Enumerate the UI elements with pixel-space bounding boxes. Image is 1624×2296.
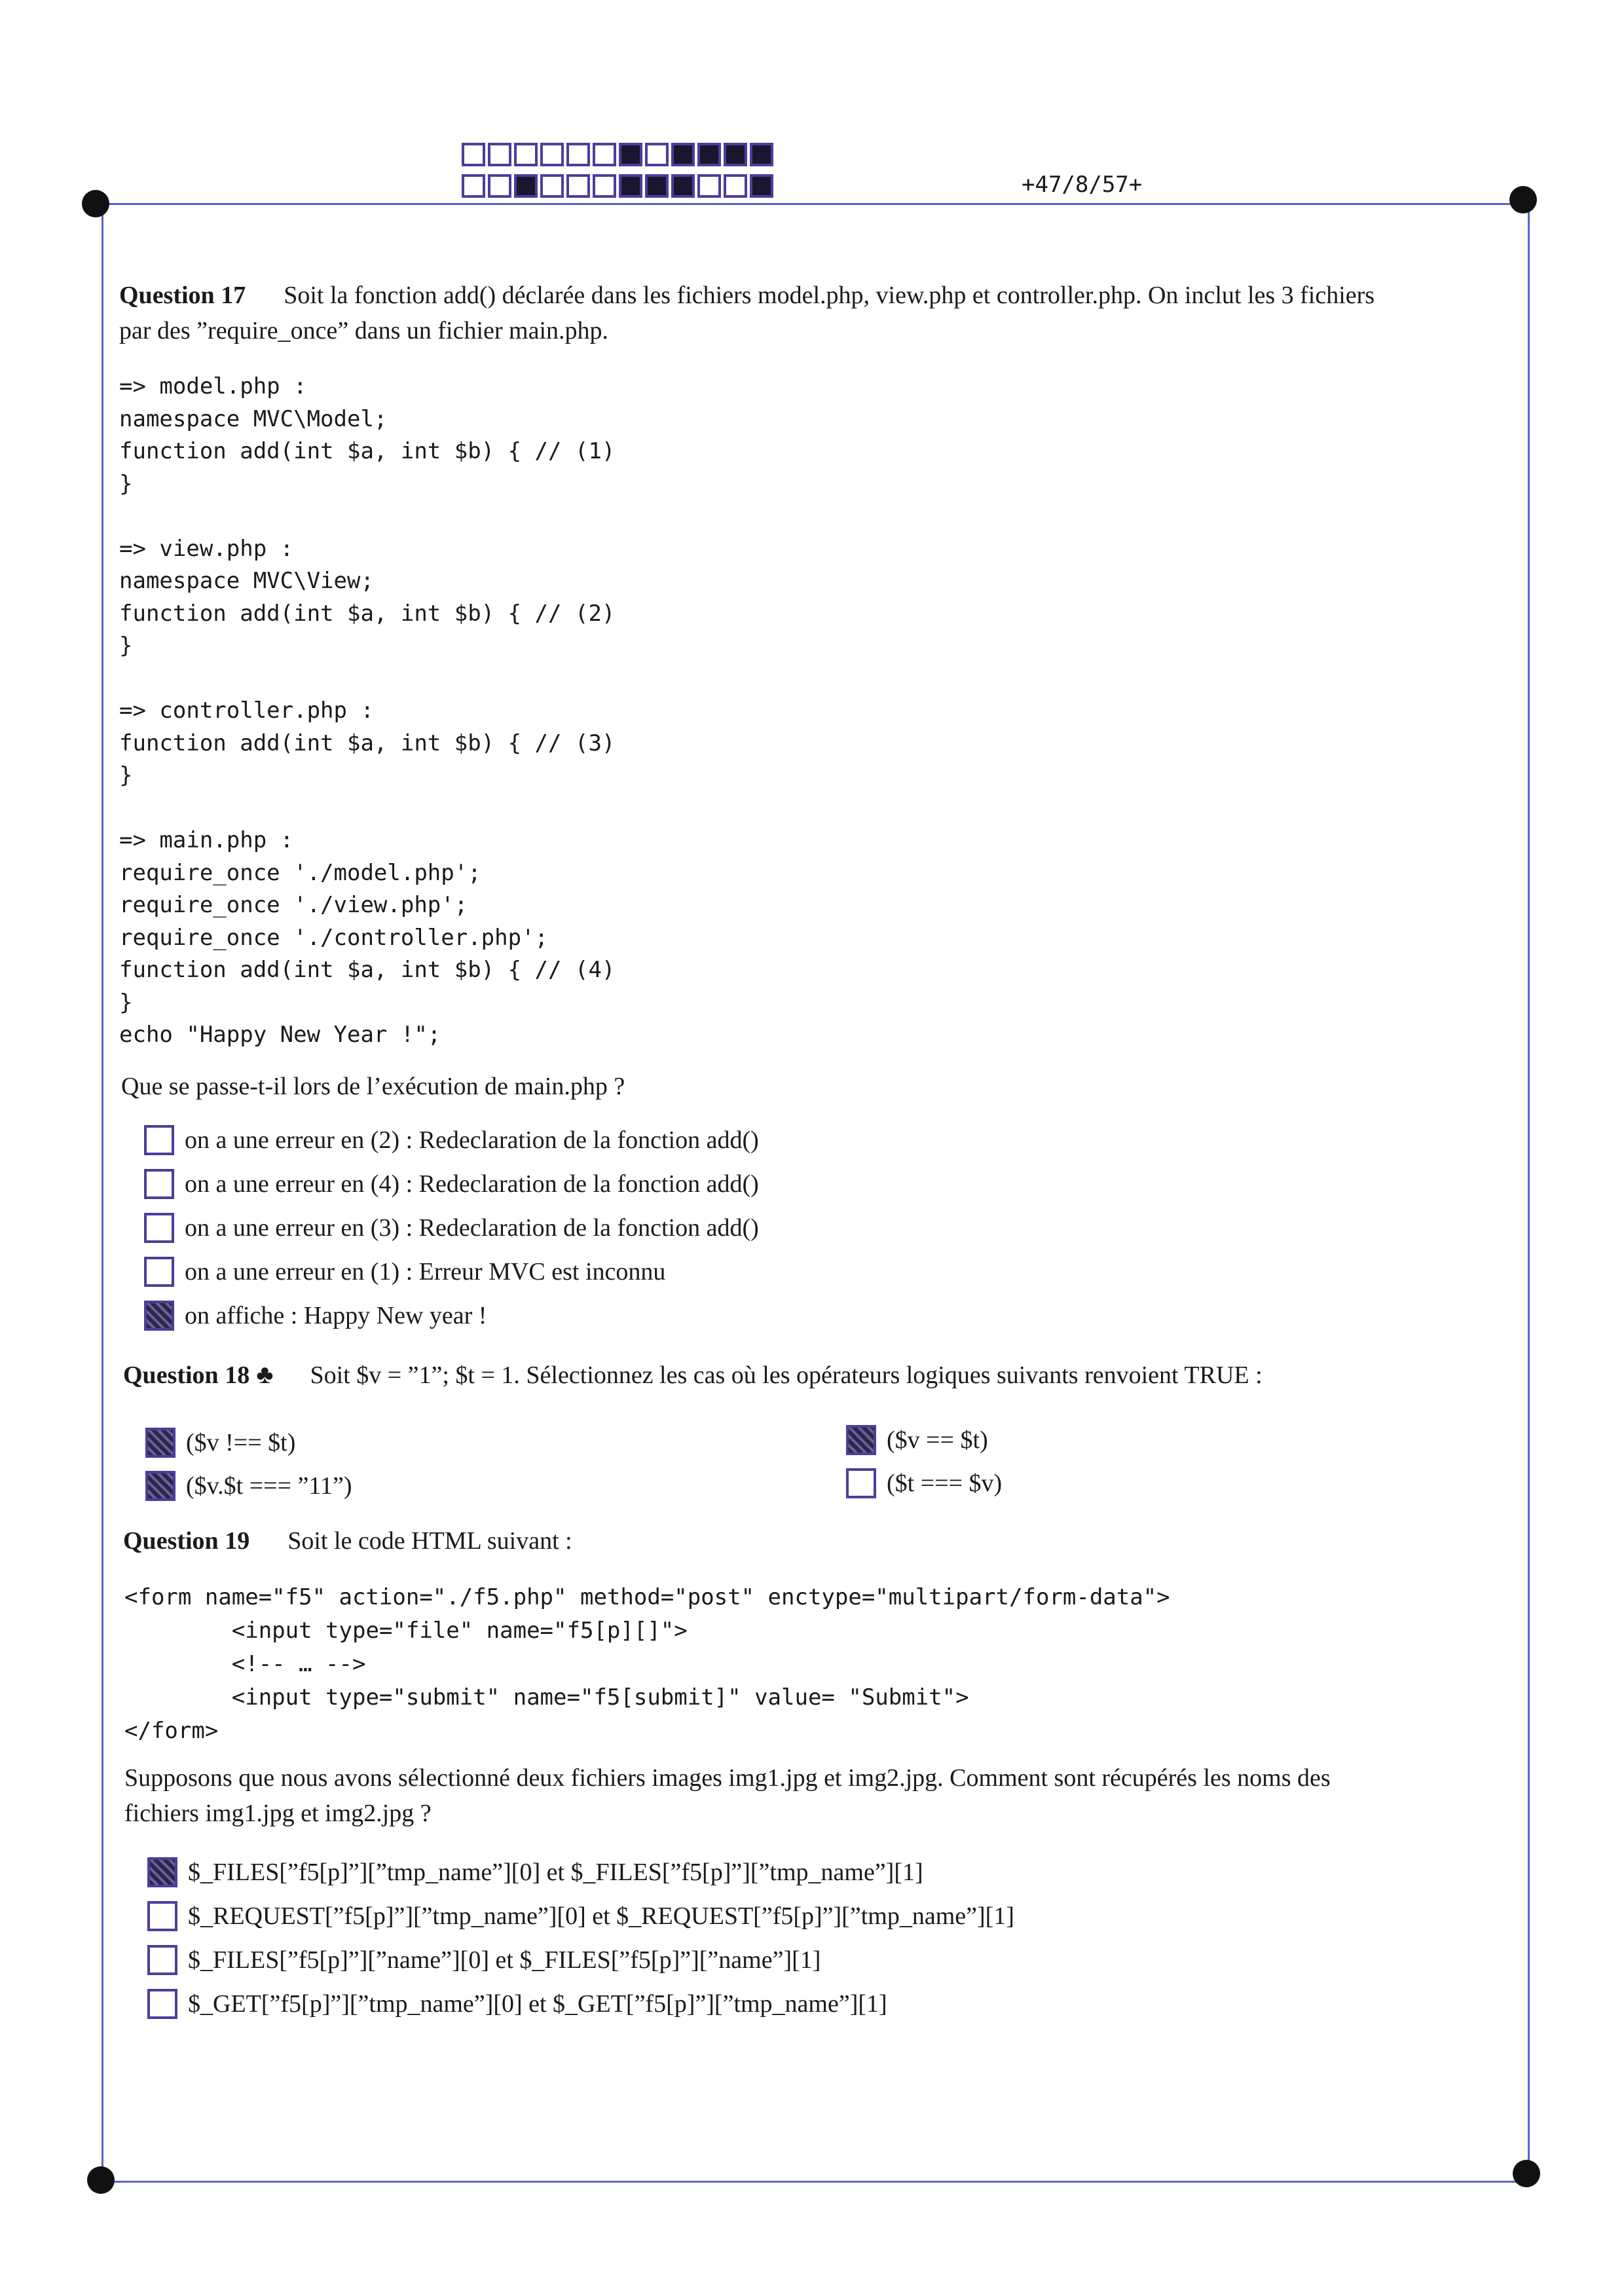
q19-prompt-line2: fichiers img1.jpg et img2.jpg ?	[124, 1800, 432, 1827]
barcode-cell	[462, 174, 485, 198]
q19-prompt	[124, 1760, 1526, 1831]
barcode-cell	[645, 174, 669, 198]
barcode-cell	[540, 143, 564, 166]
q18-checkbox[interactable]	[145, 1428, 175, 1458]
q17-option-label: on a une erreur en (1) : Erreur MVC est inconnu	[185, 1258, 666, 1286]
q17-checkbox[interactable]	[144, 1169, 174, 1199]
q18-option[interactable]	[846, 1468, 1002, 1498]
barcode-cell	[488, 143, 511, 166]
q18-checkbox[interactable]	[846, 1468, 876, 1498]
q17-text-line2: par des ”require_once” dans un fichier main.php.	[119, 317, 609, 344]
barcode-cell	[645, 143, 669, 166]
q17-option[interactable]	[144, 1213, 759, 1243]
barcode-cell	[619, 174, 642, 198]
barcode-cell	[514, 174, 538, 198]
q18-option[interactable]	[145, 1428, 295, 1458]
q19-prompt-line1: Supposons que nous avons sélectionné deux fichiers images img1.jpg et img2.jpg. Comment sont récupérés les noms des	[124, 1764, 1331, 1792]
q19-text: Soit le code HTML suivant :	[287, 1527, 572, 1555]
frame-right-line	[1528, 203, 1530, 2174]
q18-text: Soit $v = ”1”; $t = 1. Sélectionnez les cas où les opérateurs logiques suivants renvoient TRUE :	[310, 1361, 1263, 1389]
q19-option[interactable]	[147, 1945, 821, 1975]
barcode-cell	[724, 143, 747, 166]
q19-checkbox[interactable]	[147, 1857, 177, 1887]
q17-checkbox[interactable]	[144, 1301, 174, 1331]
q17-option-label: on affiche : Happy New year !	[185, 1302, 487, 1329]
page-identifier: +47/8/57+	[1022, 172, 1143, 198]
q19-code-block: <form name="f5" action="./f5.php" method="post" enctype="multipart/form-data"> <input type="file" name="f5[p][]"> <!-- … --> <input type="submit" name="f5[submit]" value= "Submit"> </form>	[124, 1584, 1170, 1744]
q17-label: Question 17	[119, 282, 246, 309]
barcode-cell	[750, 174, 773, 198]
barcode-cell	[593, 174, 616, 198]
q17-code-block: => model.php : namespace MVC\Model; function add(int $a, int $b) { // (1) } => view.php : namespace MVC\View; function add(int $a, int $b) { // (2) } => controller.php : function add(int $a, int $b) { // (3) } => main.php : require_once './model.php'; require_once './view.php'; require_once './controller.php'; function add(int $a, int $b) { // (4) } echo "Happy New Year !";	[119, 373, 616, 1048]
q19-statement	[123, 1523, 1524, 1559]
q19-checkbox[interactable]	[147, 1989, 177, 2019]
q18-option[interactable]	[846, 1425, 988, 1455]
q18-option-label: ($v !== $t)	[186, 1429, 296, 1456]
q19-option-label: $_REQUEST[”f5[p]”][”tmp_name”][0] et $_REQUEST[”f5[p]”][”tmp_name”][1]	[188, 1902, 1014, 1930]
barcode-row-1	[462, 143, 773, 166]
q17-option[interactable]	[144, 1257, 665, 1287]
q19-checkbox[interactable]	[147, 1945, 177, 1975]
barcode-row-2	[462, 174, 773, 198]
frame-left-line	[101, 203, 103, 2184]
q19-option-label: $_FILES[”f5[p]”][”name”][0] et $_FILES[”f5[p]”][”name”][1]	[188, 1946, 821, 1974]
q18-option-label: ($t === $v)	[887, 1470, 1003, 1497]
barcode-cell	[697, 143, 721, 166]
q18-option[interactable]	[145, 1471, 352, 1501]
q19-label: Question 19	[123, 1527, 250, 1555]
q19-checkbox[interactable]	[147, 1901, 177, 1931]
frame-bottom-line	[101, 2181, 1530, 2183]
q17-option[interactable]	[144, 1125, 759, 1155]
q17-checkbox[interactable]	[144, 1213, 174, 1243]
q18-label: Question 18	[123, 1361, 250, 1389]
barcode-cell	[724, 174, 747, 198]
q17-text-line1: Soit la fonction add() déclarée dans les fichiers model.php, view.php et controller.php. On inclut les 3 fichiers	[284, 282, 1375, 309]
q19-option[interactable]	[147, 1989, 887, 2019]
barcode-cell	[750, 143, 773, 166]
club-icon: ♣	[256, 1360, 274, 1389]
barcode-cell	[671, 174, 695, 198]
barcode-cell	[462, 143, 485, 166]
barcode-cell	[566, 174, 590, 198]
q17-option-label: on a une erreur en (3) : Redeclaration de la fonction add()	[185, 1214, 759, 1242]
q18-statement	[123, 1357, 1524, 1393]
q17-option[interactable]	[144, 1169, 759, 1199]
barcode-cell	[514, 143, 538, 166]
barcode-cell	[540, 174, 564, 198]
q18-checkbox[interactable]	[145, 1471, 175, 1501]
barcode-cell	[619, 143, 642, 166]
corner-mark-top-left	[82, 190, 109, 217]
corner-mark-bottom-right	[1513, 2160, 1540, 2187]
q17-statement	[119, 278, 1521, 348]
q17-checkbox[interactable]	[144, 1125, 174, 1155]
corner-mark-bottom-left	[87, 2166, 115, 2194]
q18-checkbox[interactable]	[846, 1425, 876, 1455]
barcode-cell	[593, 143, 616, 166]
frame-top-line	[96, 203, 1524, 205]
q19-option-label: $_GET[”f5[p]”][”tmp_name”][0] et $_GET[”f5[p]”][”tmp_name”][1]	[188, 1990, 887, 2018]
q19-option[interactable]	[147, 1857, 923, 1887]
corner-mark-top-right	[1509, 186, 1537, 213]
barcode-cell	[671, 143, 695, 166]
barcode-cell	[566, 143, 590, 166]
q17-option-label: on a une erreur en (4) : Redeclaration de la fonction add()	[185, 1170, 759, 1198]
q19-option-label: $_FILES[”f5[p]”][”tmp_name”][0] et $_FILES[”f5[p]”][”tmp_name”][1]	[188, 1859, 923, 1886]
q18-option-label: ($v == $t)	[887, 1426, 988, 1454]
q17-checkbox[interactable]	[144, 1257, 174, 1287]
q17-prompt: Que se passe-t-il lors de l’exécution de main.php ?	[121, 1073, 625, 1100]
q17-option[interactable]	[144, 1301, 487, 1331]
barcode-cell	[697, 174, 721, 198]
q18-option-label: ($v.$t === ”11”)	[186, 1472, 352, 1500]
q17-option-label: on a une erreur en (2) : Redeclaration de la fonction add()	[185, 1126, 759, 1154]
barcode-cell	[488, 174, 511, 198]
q19-option[interactable]	[147, 1901, 1014, 1931]
